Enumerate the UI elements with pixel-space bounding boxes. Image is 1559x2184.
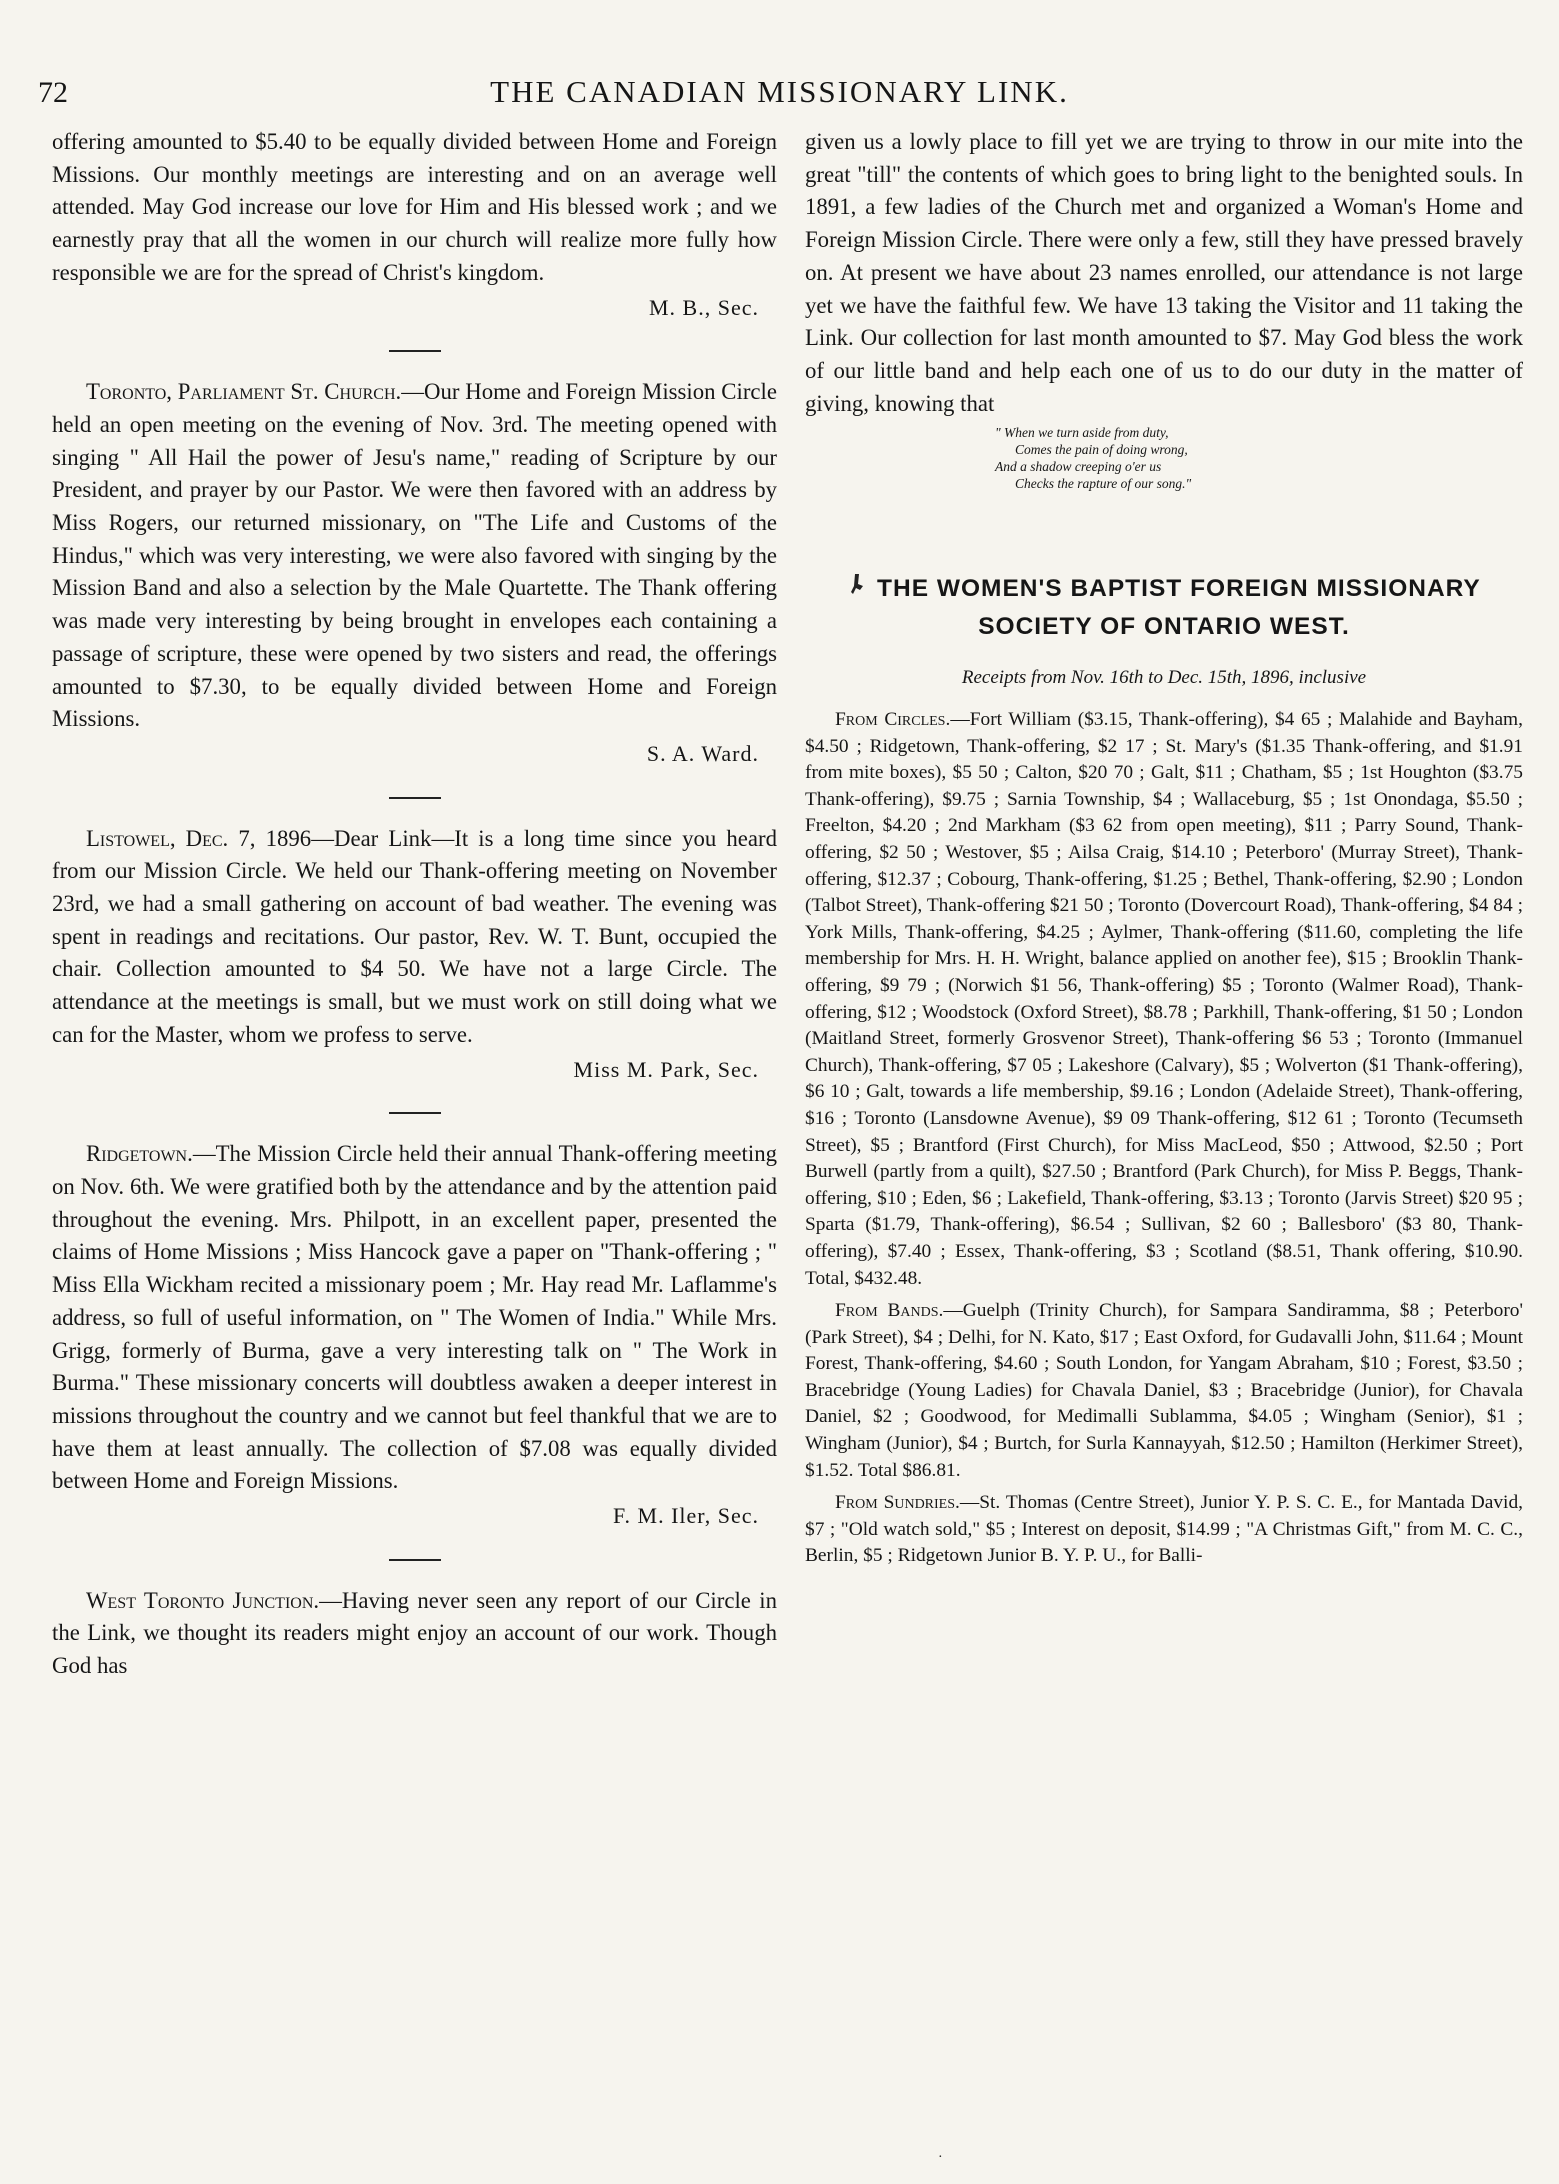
report-listowel bbox=[52, 823, 777, 1052]
footer-mark: · bbox=[938, 2150, 943, 2165]
report-body: —Having never seen any report of our Circle in the Link, we thought its readers might enjoy an account of our work. Though God has bbox=[52, 1587, 777, 1679]
hand-ornament-icon bbox=[847, 572, 869, 602]
receipts-circles bbox=[805, 707, 1523, 1292]
section-divider bbox=[389, 1559, 441, 1561]
section-divider bbox=[389, 797, 441, 799]
report-body: —The Mission Circle held their annual Thank-offering meeting on Nov. 6th. We were gratified both by the attendance and by the attention paid throughout the evening. Mrs. Philpott, in an excellent paper, presented the claims of Home Missions ; Miss Hancock gave a paper on "Thank-offering ; " Miss Ella Wickham recited a missionary poem ; Mr. Hay read Mr. Laflamme's address, so full of useful information, on " The Women of India." While Mrs. Grigg, formerly of Burma, gave a very interesting talk on " The Work in Burma." These missionary concerts will doubtless awaken a deeper interest in missions throughout the country and we cannot but feel thankful that we are to have them at least annually. The collection of $7.08 was equally divided between Home and Foreign Missions. bbox=[52, 1141, 777, 1494]
receipts-label: From Bands. bbox=[835, 1300, 944, 1322]
receipts-label: From Sundries. bbox=[835, 1492, 960, 1514]
receipts-label: From Circles. bbox=[835, 709, 951, 731]
poem-line: Checks the rapture of our song." bbox=[1015, 476, 1192, 492]
poem-line: " When we turn aside from duty, bbox=[995, 425, 1169, 441]
left-column bbox=[52, 126, 777, 1683]
right-column bbox=[805, 126, 1523, 1576]
signature-mb: M. B., Sec. bbox=[649, 294, 759, 320]
poem-line: Comes the pain of doing wrong, bbox=[1015, 442, 1188, 458]
receipts-body: —Fort William ($3.15, Thank-offering), $4 65 ; Malahide and Bayham, $4.50 ; Ridgetown, Thank-offering, $2 17 ; St. Mary's ($1.35 Thank-offering, and $1.91 from mite boxes), $5 50 ; Calton, $20 70 ; Galt, $11 ; Chatham, $5 ; 1st Houghton ($3.75 Thank-offering), $9.75 ; Sarnia Township, $4 ; Wallaceburg, $5 ; 1st Onondaga, $5.50 ; Freelton, $4.20 ; 2nd Markham ($3 62 from open meeting), $11 ; Parry Sound, Thank-offering, $2 50 ; Westover, $5 ; Ailsa Craig, $14.10 ; Peterboro' (Murray Street), Thank-offering, $12.37 ; Cobourg, Thank-offering, $1.25 ; Bethel, Thank-offering, $2.90 ; London (Talbot Street), Thank-offering $21 50 ; Toronto (Dovercourt Road), Thank-offering, $4 84 ; York Mills, Thank-offering, $4.25 ; Aylmer, Thank-offering ($11.60, completing the life membership for Mrs. H. H. Wright, balance applied on another fee), $15 ; Brooklin Thank-offering, $9 79 ; (Norwich $1 56, Thank-offering) $5 ; Toronto (Walmer Road), Thank-offering, $12 ; Woodstock (Oxford Street), $8.78 ; Parkhill, Thank-offering, $1 50 ; London (Maitland Street, formerly Grosvenor Street), Thank-offering $6 53 ; Toronto (Immanuel Church), Thank-offering, $7 05 ; Lakeshore (Calvary), $5 ; Wolverton ($1 Thank-offering), $6 10 ; Galt, towards a life membership, $9.16 ; London (Adelaide Street), Thank-offering, $16 ; Toronto (Lansdowne Avenue), $9 09 Thank-offering, $12 61 ; Toronto (Tecumseth Street), $5 ; Brantford (First Church), for Miss MacLeod, $50 ; Attwood, $2.50 ; Port Burwell (partly from a quilt), $27.50 ; Brantford (Park Church), for Miss P. Beggs, Thank-offering, $10 ; Eden, $6 ; Lakefield, Thank-offering, $3.13 ; Toronto (Jarvis Street) $20 95 ; Sparta ($1.79, Thank-offering), $6.54 ; Sullivan, $2 60 ; Ballesboro' ($3 80, Thank-offering), $7.40 ; Essex, Thank-offering, $3 ; Scotland ($8.51, Thank offering, $10.90. Total, $432.48. bbox=[805, 709, 1523, 1289]
section-divider bbox=[389, 1112, 441, 1114]
report-body: —Dear Link—It is a long time since you heard from our Mission Circle. We held our Thank-offering meeting on November 23rd, we had a small gathering on account of bad weather. The evening was spent in readings and recitations. Our pastor, Rev. W. T. Bunt, occupied the chair. Collection amounted to $4 50. We have not a large Circle. The attendance at the meetings is small, but we must work on still doing what we can for the Master, whom we profess to serve. bbox=[52, 825, 777, 1047]
report-ridgetown bbox=[52, 1138, 777, 1498]
receipts-sundries bbox=[805, 1490, 1523, 1570]
report-west-toronto bbox=[52, 1585, 777, 1683]
society-heading bbox=[805, 570, 1523, 646]
poem-line: And a shadow creeping o'er us bbox=[995, 459, 1162, 475]
report-body: —Our Home and Foreign Mission Circle held an open meeting on the evening of Nov. 3rd. The meeting opened with singing " All Hail the power of Jesu's name," reading of Scripture by our President, and prayer by our Pastor. We were then favored with an address by Miss Rogers, our returned missionary, on "The Life and Customs of the Hindus," which was very interesting, we were also favored with singing by the Mission Band and also a selection by the Male Quartette. The Thank offering was made very interesting by being brought in envelopes each containing a passage of scripture, these were opened by two sisters and read, the offerings amounted to $7.30, to be equally divided between Home and Foreign Missions. bbox=[52, 379, 777, 732]
poem-quote bbox=[995, 424, 1523, 492]
society-heading-text: THE WOMEN'S BAPTIST FOREIGN MISSIONARY bbox=[877, 575, 1481, 603]
report-parliament-st bbox=[52, 376, 777, 736]
right-paragraph-1: given us a lowly place to fill yet we are trying to throw in our mite into the great "till" the contents of which goes to bring light to the benighted souls. In 1891, a few ladies of the Church met and organized a Woman's Home and Foreign Mission Circle. There were only a few, still they have pressed bravely on. At present we have about 23 names enrolled, our attendance is not large yet we have the faithful few. We have 13 taking the Visitor and 11 taking the Link. Our collection for last month amounted to $7. May God bless the work of our little band and help each one of us to do our duty in the matter of giving, knowing that bbox=[805, 129, 1523, 416]
receipts-body: —Guelph (Trinity Church), for Sampara Sandiramma, $8 ; Peterboro' (Park Street), $4 ; Delhi, for N. Kato, $17 ; East Oxford, for Gudavalli John, $11.64 ; Mount Forest, Thank-offering, $4.60 ; South London, for Yangam Abraham, $10 ; Forest, $3.50 ; Bracebridge (Young Ladies) for Chavala Daniel, $3 ; Bracebridge (Junior), for Chavala Daniel, $2 ; Goodwood, for Medimalli Sublamma, $4.05 ; Wingham (Senior), $1 ; Wingham (Junior), $4 ; Burtch, for Surla Kannayyah, $12.50 ; Hamilton (Herkimer Street), $1.52. Total $86.81. bbox=[805, 1300, 1523, 1481]
running-head-title: THE CANADIAN MISSIONARY LINK. bbox=[490, 74, 1069, 109]
signature-ward: S. A. Ward. bbox=[646, 740, 759, 766]
left-paragraph-1: offering amounted to $5.40 to be equally divided between Home and Foreign Missions. Our monthly meetings are interesting and on an average well attended. May God increase our love for Him and His blessed work ; and we earnestly pray that all the women in our church will realize more fully how responsible we are for the spread of Christ's kingdom. bbox=[52, 129, 777, 285]
receipts-bands bbox=[805, 1298, 1523, 1484]
receipts-body: —St. Thomas (Centre Street), Junior Y. P. S. C. E., for Mantada David, $7 ; "Old watch sold," $5 ; Interest on deposit, $14.99 ; "A Christmas Gift," from M. C. C., Berlin, $5 ; Ridgetown Junior B. Y. P. U., for Balli- bbox=[805, 1492, 1523, 1567]
society-heading-line-1 bbox=[805, 570, 1523, 608]
signature-iler: F. M. Iler, Sec. bbox=[613, 1503, 759, 1529]
signature-park: Miss M. Park, Sec. bbox=[573, 1056, 759, 1082]
receipts-subheading: Receipts from Nov. 16th to Dec. 15th, 1896, inclusive bbox=[961, 667, 1367, 689]
page-number: 72 bbox=[38, 76, 68, 109]
place-heading: Toronto, Parliament St. Church. bbox=[86, 379, 402, 405]
place-heading: West Toronto Junction. bbox=[86, 1587, 320, 1613]
section-divider bbox=[389, 350, 441, 352]
place-heading: Ridgetown. bbox=[86, 1141, 193, 1167]
place-heading: Listowel, Dec. 7, 1896 bbox=[86, 825, 312, 851]
receipts-list bbox=[805, 707, 1523, 1570]
society-heading-line-2: SOCIETY OF ONTARIO WEST. bbox=[978, 613, 1350, 641]
